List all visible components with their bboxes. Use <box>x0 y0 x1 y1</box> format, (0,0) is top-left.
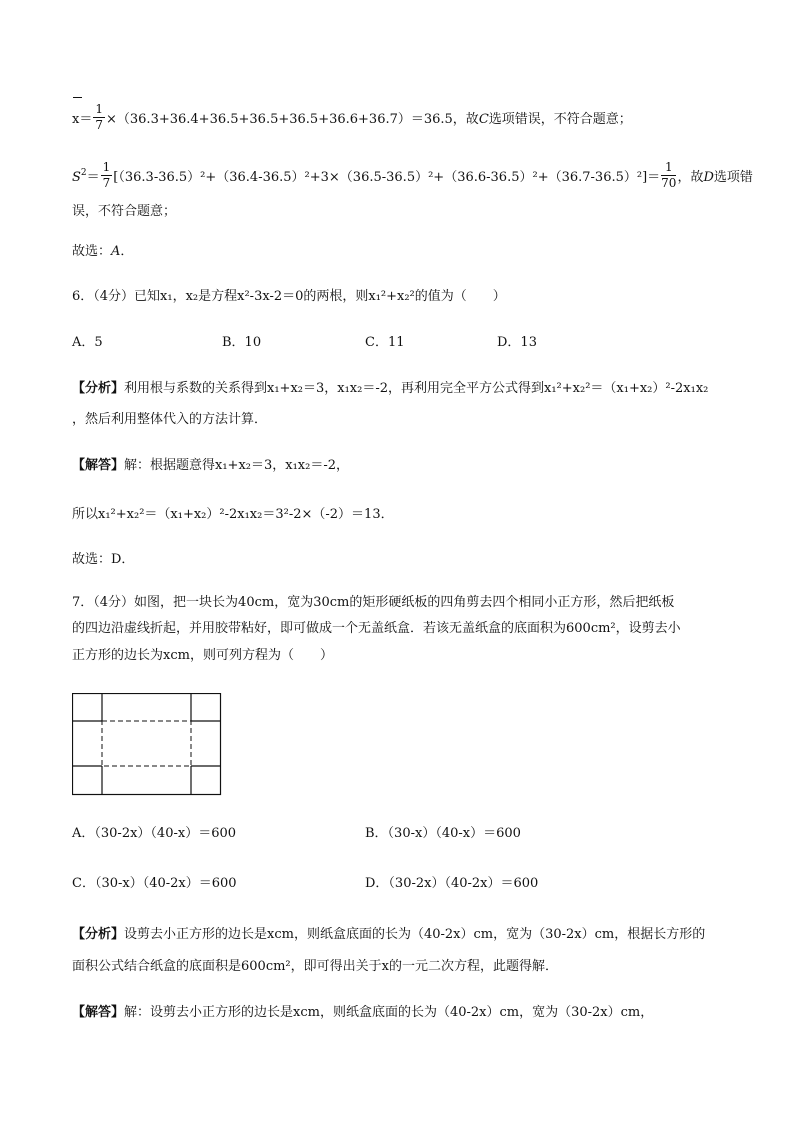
q7-option-a: A．（30-2x）（40-x）＝600 <box>72 826 237 841</box>
analysis-tag: 【分析】 <box>72 381 125 396</box>
q7-stem-line2: 的四边沿虚线折起，并用胶带粘好，即可做成一个无盖纸盒．若该无盖纸盒的底面积为600cm²，设剪去小 <box>72 621 681 636</box>
equals: ＝ <box>86 170 100 185</box>
overline-mark <box>73 97 82 98</box>
answer-tag: 【解答】 <box>72 1005 125 1020</box>
variance-tail: ，故 <box>677 170 704 185</box>
answer-tag: 【解答】 <box>72 458 125 473</box>
superscript: 2 <box>80 168 87 178</box>
q6-answer-text: 解：根据题意得x₁+x₂＝3，x₁x₂＝-2， <box>124 458 350 473</box>
q6-option-c: C．11 <box>365 335 405 350</box>
fraction-den: 7 <box>102 176 111 190</box>
q7-answer-text: 解：设剪去小正方形的边长是xcm，则纸盒底面的长为（40-2x）cm，宽为（30-2x）cm， <box>124 1005 654 1020</box>
q6-option-d: D．13 <box>497 335 537 350</box>
mean-conclusion: 选项错误，不符合题意； <box>488 112 632 127</box>
q7-stem-line1: 7．（4分）如图，把一块长为40cm，宽为30cm的矩形硬纸板的四角剪去四个相同小正方形，然后把纸板 <box>72 595 675 610</box>
fraction <box>93 102 105 133</box>
choice-line <box>72 243 133 261</box>
variance-expression: [（36.3-36.5）²+（36.4-36.5）²+3×（36.5-36.5）²+（36.6-36.5）²+（36.7-36.5）²]＝ <box>113 170 661 185</box>
q7-answer <box>72 1004 653 1022</box>
option-letter: D <box>703 170 714 185</box>
q7-stem-line3: 正方形的边长为xcm，则可列方程为（ ） <box>72 648 333 663</box>
q6-answer <box>72 457 349 475</box>
q7-analysis <box>72 926 705 944</box>
mean-symbol: x <box>72 112 80 127</box>
q7-option-b: B．（30-x）（40-x）＝600 <box>365 826 521 841</box>
q6-answer-calc: 所以x₁²+x₂²＝（x₁+x₂）²-2x₁x₂＝3²-2×（-2）＝13． <box>72 507 394 522</box>
q7-option-c: C．（30-x）（40-2x）＝600 <box>72 876 237 891</box>
fraction-num: 1 <box>661 160 676 176</box>
mean-expression: ×（36.3+36.4+36.5+36.5+36.5+36.6+36.7）＝36.5，故 <box>106 112 479 127</box>
q6-analysis-text: 利用根与系数的关系得到x₁+x₂＝3，x₁x₂＝-2，再利用完全平方公式得到x₁²+x₂²＝（x₁+x₂）²-2x₁x₂ <box>124 381 709 396</box>
variance-conclusion: 选项错 <box>713 170 753 185</box>
q6-option-b: B．10 <box>222 335 262 350</box>
mean-line <box>72 104 632 135</box>
option-letter: C <box>478 112 489 127</box>
fold-line-dashed <box>102 721 191 766</box>
analysis-tag: 【分析】 <box>72 927 125 942</box>
q6-option-a: A．5 <box>72 335 103 350</box>
fraction-den: 70 <box>661 176 677 190</box>
board-outline <box>73 694 221 795</box>
q7-analysis-text-cont: 面积公式结合纸盒的底面积是600cm²，即可得出关于x的一元二次方程，此题得解． <box>72 959 558 974</box>
choice-letter: A <box>111 244 121 259</box>
fraction-den: 7 <box>95 118 103 132</box>
variance-line <box>72 162 753 193</box>
q6-analysis <box>72 380 708 398</box>
choice-end: ． <box>120 244 134 259</box>
choice-label: 故选： <box>72 244 112 259</box>
fraction <box>101 160 113 191</box>
q6-analysis-text-cont: ，然后利用整体代入的方法计算． <box>72 412 268 427</box>
q6-answer-choice: 故选：D． <box>72 552 135 567</box>
equals: ＝ <box>79 112 93 127</box>
q7-option-d: D．（30-2x）（40-2x）＝600 <box>365 876 539 891</box>
variance-symbol: S <box>72 170 81 185</box>
q7-analysis-text: 设剪去小正方形的边长是xcm，则纸盒底面的长为（40-2x）cm，宽为（30-2x）cm，根据长方形的 <box>124 927 706 942</box>
variance-conclusion-cont: 误，不符合题意； <box>72 204 177 219</box>
fraction-num: 1 <box>95 102 103 116</box>
q6-stem: 6．（4分）已知x₁，x₂是方程x²-3x-2＝0的两根，则x₁²+x₂²的值为（ ） <box>72 289 506 304</box>
fraction-num: 1 <box>102 160 111 174</box>
fraction <box>661 160 676 191</box>
cardboard-figure <box>72 693 222 796</box>
